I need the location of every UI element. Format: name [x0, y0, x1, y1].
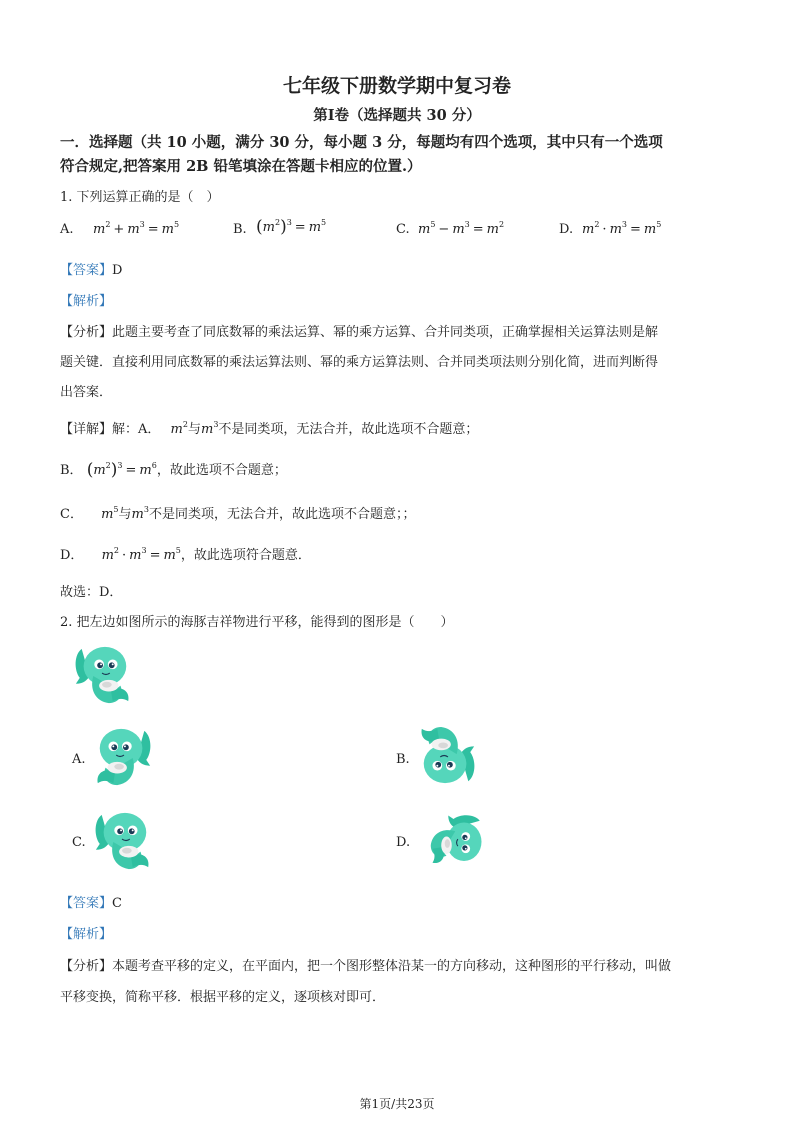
volume-heading: 第Ⅰ卷（选择题共 30 分） [313, 107, 481, 124]
dolphin-option-c-image [92, 806, 154, 874]
q1-option-a-math: $m^2 + m^3 = m^5$ [93, 220, 180, 237]
q1-detail-d: D． $m^2 \cdot m^3 = m^5$，故此选项符合题意． [60, 546, 311, 563]
q2-fenxi-line2: 平移变换，简称平移．根据平移的定义，逐项核对即可． [60, 990, 386, 1005]
q1-detail-b: B． $(m^2)^3 = m^6$，故此选项不合题意； [60, 460, 287, 480]
section-heading-line1: 一．选择题（共 10 小题，满分 30 分，每小题 3 分，每题均有四个选项，其中只有一个选项 [60, 134, 663, 151]
page-number: 第1页/共23页 [359, 1097, 435, 1111]
q1-option-b-label: B. [233, 222, 247, 237]
q1-fenxi-line3: 出答案． [60, 385, 113, 400]
section-heading-line2: 符合规定,把答案用 2B 铅笔填涂在答题卡相应的位置.） [60, 158, 422, 175]
q1-option-b-math: $(m^2)^3 = m^5$ [256, 217, 327, 237]
q1-option-a-label: A. [60, 222, 74, 237]
q1-option-c-math: $m^5 - m^3 = m^2$ [418, 220, 505, 237]
q1-detail-c: C． $m^5$与$m^3$不是同类项，无法合并，故此选项不合题意；； [60, 505, 416, 522]
q2-answer: 【答案】C [60, 896, 122, 911]
q2-fenxi-line1: 【分析】本题考查平移的定义，在平面内，把一个图形整体沿某一的方向移动，这种图形的平行移动，叫做 [60, 959, 672, 974]
q1-detail-a: 【详解】解：A． $m^2$与$m^3$不是同类项，无法合并，故此选项不合题意； [60, 420, 479, 437]
dolphin-option-a-image [92, 722, 154, 790]
q1-stem: 1. 下列运算正确的是（ ） [60, 190, 220, 205]
q1-analysis-tag: 【解析】 [60, 294, 113, 309]
dolphin-original-image [72, 640, 134, 708]
q2-analysis-tag: 【解析】 [60, 927, 113, 942]
q2-option-a-label: A. [72, 752, 86, 767]
q1-option-d-math: $m^2 \cdot m^3 = m^5$ [582, 220, 662, 237]
q2-stem: 2. 把左边如图所示的海豚吉祥物进行平移，能得到的图形是（ ） [60, 615, 454, 630]
dolphin-option-d-image [420, 812, 494, 868]
q2-option-c-label: C. [72, 835, 86, 850]
q1-option-d-label: D. [559, 222, 574, 237]
q2-option-b-label: B. [396, 752, 410, 767]
q1-conclusion: 故选：D． [60, 585, 123, 600]
q1-fenxi-line1: 【分析】此题主要考查了同底数幂的乘法运算、幂的乘方运算、合并同类项，正确掌握相关运算法则是解 [60, 325, 659, 340]
q2-option-d-label: D. [396, 835, 411, 850]
q1-answer: 【答案】D [60, 263, 123, 278]
q1-fenxi-line2: 题关键．直接利用同底数幂的乘法运算法则、幂的乘方运算法则、合并同类项法则分别化简，进而判断得 [60, 355, 659, 370]
q1-option-c-label: C. [396, 222, 410, 237]
page-title: 七年级下册数学期中复习卷 [282, 75, 511, 97]
dolphin-option-b-image [416, 722, 478, 790]
